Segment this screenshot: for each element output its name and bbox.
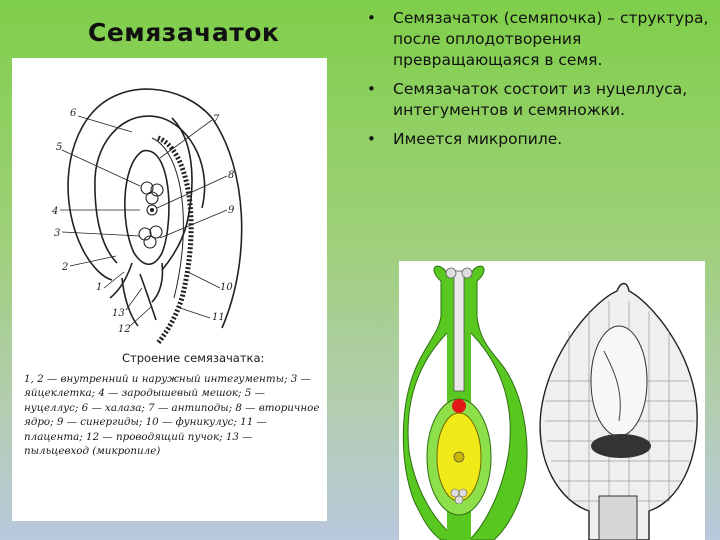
bullet-text: Семязачаток состоит из нуцеллуса, интегументов и семяножки.: [393, 80, 688, 119]
diagram-label: 11: [212, 312, 225, 323]
diagram-label: 13: [112, 308, 125, 319]
caption-title: Строение семязачатка:: [122, 351, 265, 365]
diagram-label: 7: [213, 114, 220, 125]
ovule-color-illustration: [399, 261, 705, 540]
bullet-dot: •: [367, 130, 376, 148]
ovule-line-drawing: [12, 58, 327, 348]
diagram-label: 8: [228, 170, 235, 181]
bullet-dot: •: [367, 9, 376, 27]
bullet-dot: •: [367, 80, 376, 98]
micrograph-ovule-drawing: [540, 284, 697, 540]
diagram-label: 1: [96, 282, 103, 293]
bullet-item: [366, 129, 712, 150]
bullet-text: Имеется микропиле.: [393, 130, 563, 148]
diagram-label: 12: [118, 324, 131, 335]
diagram-caption: [24, 351, 320, 459]
diagram-label: 2: [62, 262, 69, 273]
ovule-structure-diagram: [12, 58, 327, 521]
bullet-text: Семязачаток (семяпочка) – структура, после оплодотворения превращающаяся в семя.: [393, 9, 709, 69]
diagram-label: 4: [52, 206, 59, 217]
caption-body: 1, 2 — внутренний и наружный интегументы; 3 — яйцеклетка; 4 — зародышевый мешок; 5 — нуцеллус; 6 — халаза; 7 — антиподы; 8 — вторичное ядро; 9 — синергиды; 10 — фуникулус; 11 — плацента; 12 — проводящий пучок; 13 — пыльцевход (микропиле): [24, 372, 320, 457]
bullet-item: [366, 79, 712, 121]
slide-title: Семязачаток: [88, 18, 280, 47]
diagram-label: 6: [70, 108, 77, 119]
diagram-label: 9: [228, 205, 235, 216]
diagram-label: 3: [54, 228, 61, 239]
ovule-illustration-panel: [399, 261, 705, 540]
diagram-label: 5: [56, 142, 63, 153]
bullet-list: [366, 8, 712, 158]
diagram-label: 10: [220, 282, 233, 293]
green-ovule-drawing: [403, 266, 527, 540]
bullet-item: [366, 8, 712, 71]
